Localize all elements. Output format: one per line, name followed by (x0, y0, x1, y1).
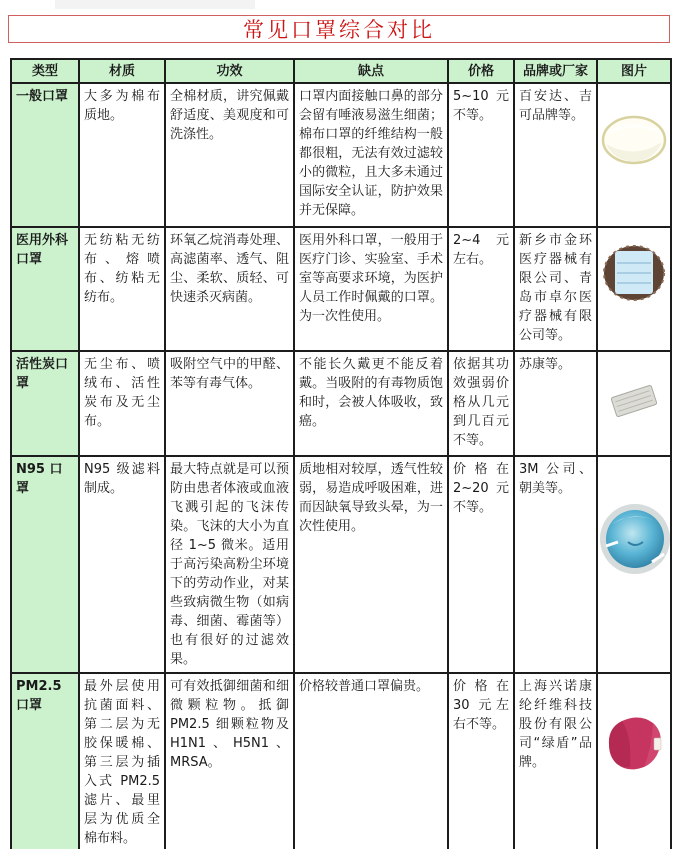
blue-n95-cup-mask-icon (598, 502, 670, 576)
table-row-n95-mask (11, 456, 671, 673)
cell-brand: 百安达、吉可品牌等。 (514, 83, 597, 227)
blue-surgical-mask-image (598, 244, 670, 302)
header-row (11, 59, 671, 83)
cell-image (597, 673, 671, 849)
gray-carbon-mask-icon (606, 382, 662, 420)
cell-type: 一般口罩 (11, 83, 79, 227)
cell-brand: 苏康等。 (514, 351, 597, 456)
header-efficacy: 功效 (165, 59, 294, 83)
page-title: 常见口罩综合对比 (243, 18, 435, 42)
cell-efficacy: 可有效抵御细菌和细微颗粒物。抵御 PM2.5 细颗粒物及 H1N1、H5N1、MRSA。 (165, 673, 294, 849)
cell-efficacy: 最大特点就是可以预防由患者体液或血液飞溅引起的飞沫传染。飞沫的大小为直径 1~5 微米。适用于高污染高粉尘环境下的劳动作业，对某些致病微生物（如病毒、细菌、霉菌等）也有很好的过滤效果。 (165, 456, 294, 673)
cell-type: N95 口罩 (11, 456, 79, 673)
cell-drawback: 口罩内面接触口鼻的部分会留有唾液易滋生细菌；棉布口罩的纤维结构一般都很粗，无法有效过滤较小的微粒，且大多未通过国际安全认证，防护效果并无保障。 (294, 83, 448, 227)
cell-drawback: 医用外科口罩，一般用于医疗门诊、实验室、手术室等高要求环境，为医护人员工作时佩戴的口罩。为一次性使用。 (294, 227, 448, 351)
cell-drawback: 价格较普通口罩偏贵。 (294, 673, 448, 849)
table-row-general-mask (11, 83, 671, 227)
cell-efficacy: 环氧乙烷消毒处理、高滤菌率、透气、阻尘、柔软、质轻、可快速杀灭病菌。 (165, 227, 294, 351)
cell-price: 价格在 30 元左右不等。 (448, 673, 514, 849)
header-type: 类型 (11, 59, 79, 83)
title-box (8, 15, 670, 43)
cell-material: 无尘布、喷绒布、活性炭布及无尘布。 (79, 351, 165, 456)
header-material: 材质 (79, 59, 165, 83)
cell-drawback: 质地相对较厚，透气性较弱，易造成呼吸困难，进而因缺氧导致头晕，为一次性使用。 (294, 456, 448, 673)
cell-drawback: 不能长久戴更不能反着戴。当吸附的有毒物质饱和时，会被人体吸收，致癌。 (294, 351, 448, 456)
cell-efficacy: 吸附空气中的甲醛、苯等有毒气体。 (165, 351, 294, 456)
header-brand: 品牌或厂家 (514, 59, 597, 83)
cell-brand: 新乡市金环医疗器械有限公司、青岛市卓尔医疗器械有限公司等。 (514, 227, 597, 351)
table-row-pm25-mask (11, 673, 671, 849)
mask-comparison-table (10, 58, 672, 849)
cell-brand: 3M 公司、朝美等。 (514, 456, 597, 673)
table-row-carbon-mask (11, 351, 671, 456)
cell-price: 5~10 元不等。 (448, 83, 514, 227)
cell-type: 活性炭口罩 (11, 351, 79, 456)
white-cotton-mask-image (598, 114, 670, 166)
header-image: 图片 (597, 59, 671, 83)
cell-image (597, 351, 671, 456)
header-price: 价格 (448, 59, 514, 83)
cell-image (597, 83, 671, 227)
cell-image (597, 456, 671, 673)
cell-type: 医用外科口罩 (11, 227, 79, 351)
cell-material: 无纺粘无纺布、熔喷布、纺粘无纺布。 (79, 227, 165, 351)
blue-n95-cup-mask-image (598, 502, 670, 576)
cell-price: 依据其功效强弱价格从几元到几百元不等。 (448, 351, 514, 456)
header-drawback: 缺点 (294, 59, 448, 83)
cell-type: PM2.5 口罩 (11, 673, 79, 849)
cell-image (597, 227, 671, 351)
cell-price: 2~4 元左右。 (448, 227, 514, 351)
gray-carbon-mask-image (598, 382, 670, 420)
blue-surgical-mask-icon (602, 244, 666, 302)
cell-material: N95 级滤料制成。 (79, 456, 165, 673)
white-cotton-mask-icon (600, 114, 668, 166)
scan-artifact (55, 0, 255, 9)
pink-pm25-mask-image (598, 712, 670, 774)
pink-pm25-mask-icon (602, 712, 666, 774)
cell-price: 价格在 2~20 元不等。 (448, 456, 514, 673)
cell-material: 大多为棉布质地。 (79, 83, 165, 227)
table-row-surgical-mask (11, 227, 671, 351)
cell-material: 最外层使用抗菌面料、第二层为无胶保暖棉、第三层为插入式 PM2.5 滤片、最里层为优质全棉布料。 (79, 673, 165, 849)
cell-efficacy: 全棉材质，讲究佩戴舒适度、美观度和可洗涤性。 (165, 83, 294, 227)
cell-brand: 上海兴诺康纶纤维科技股份有限公司“绿盾”品牌。 (514, 673, 597, 849)
